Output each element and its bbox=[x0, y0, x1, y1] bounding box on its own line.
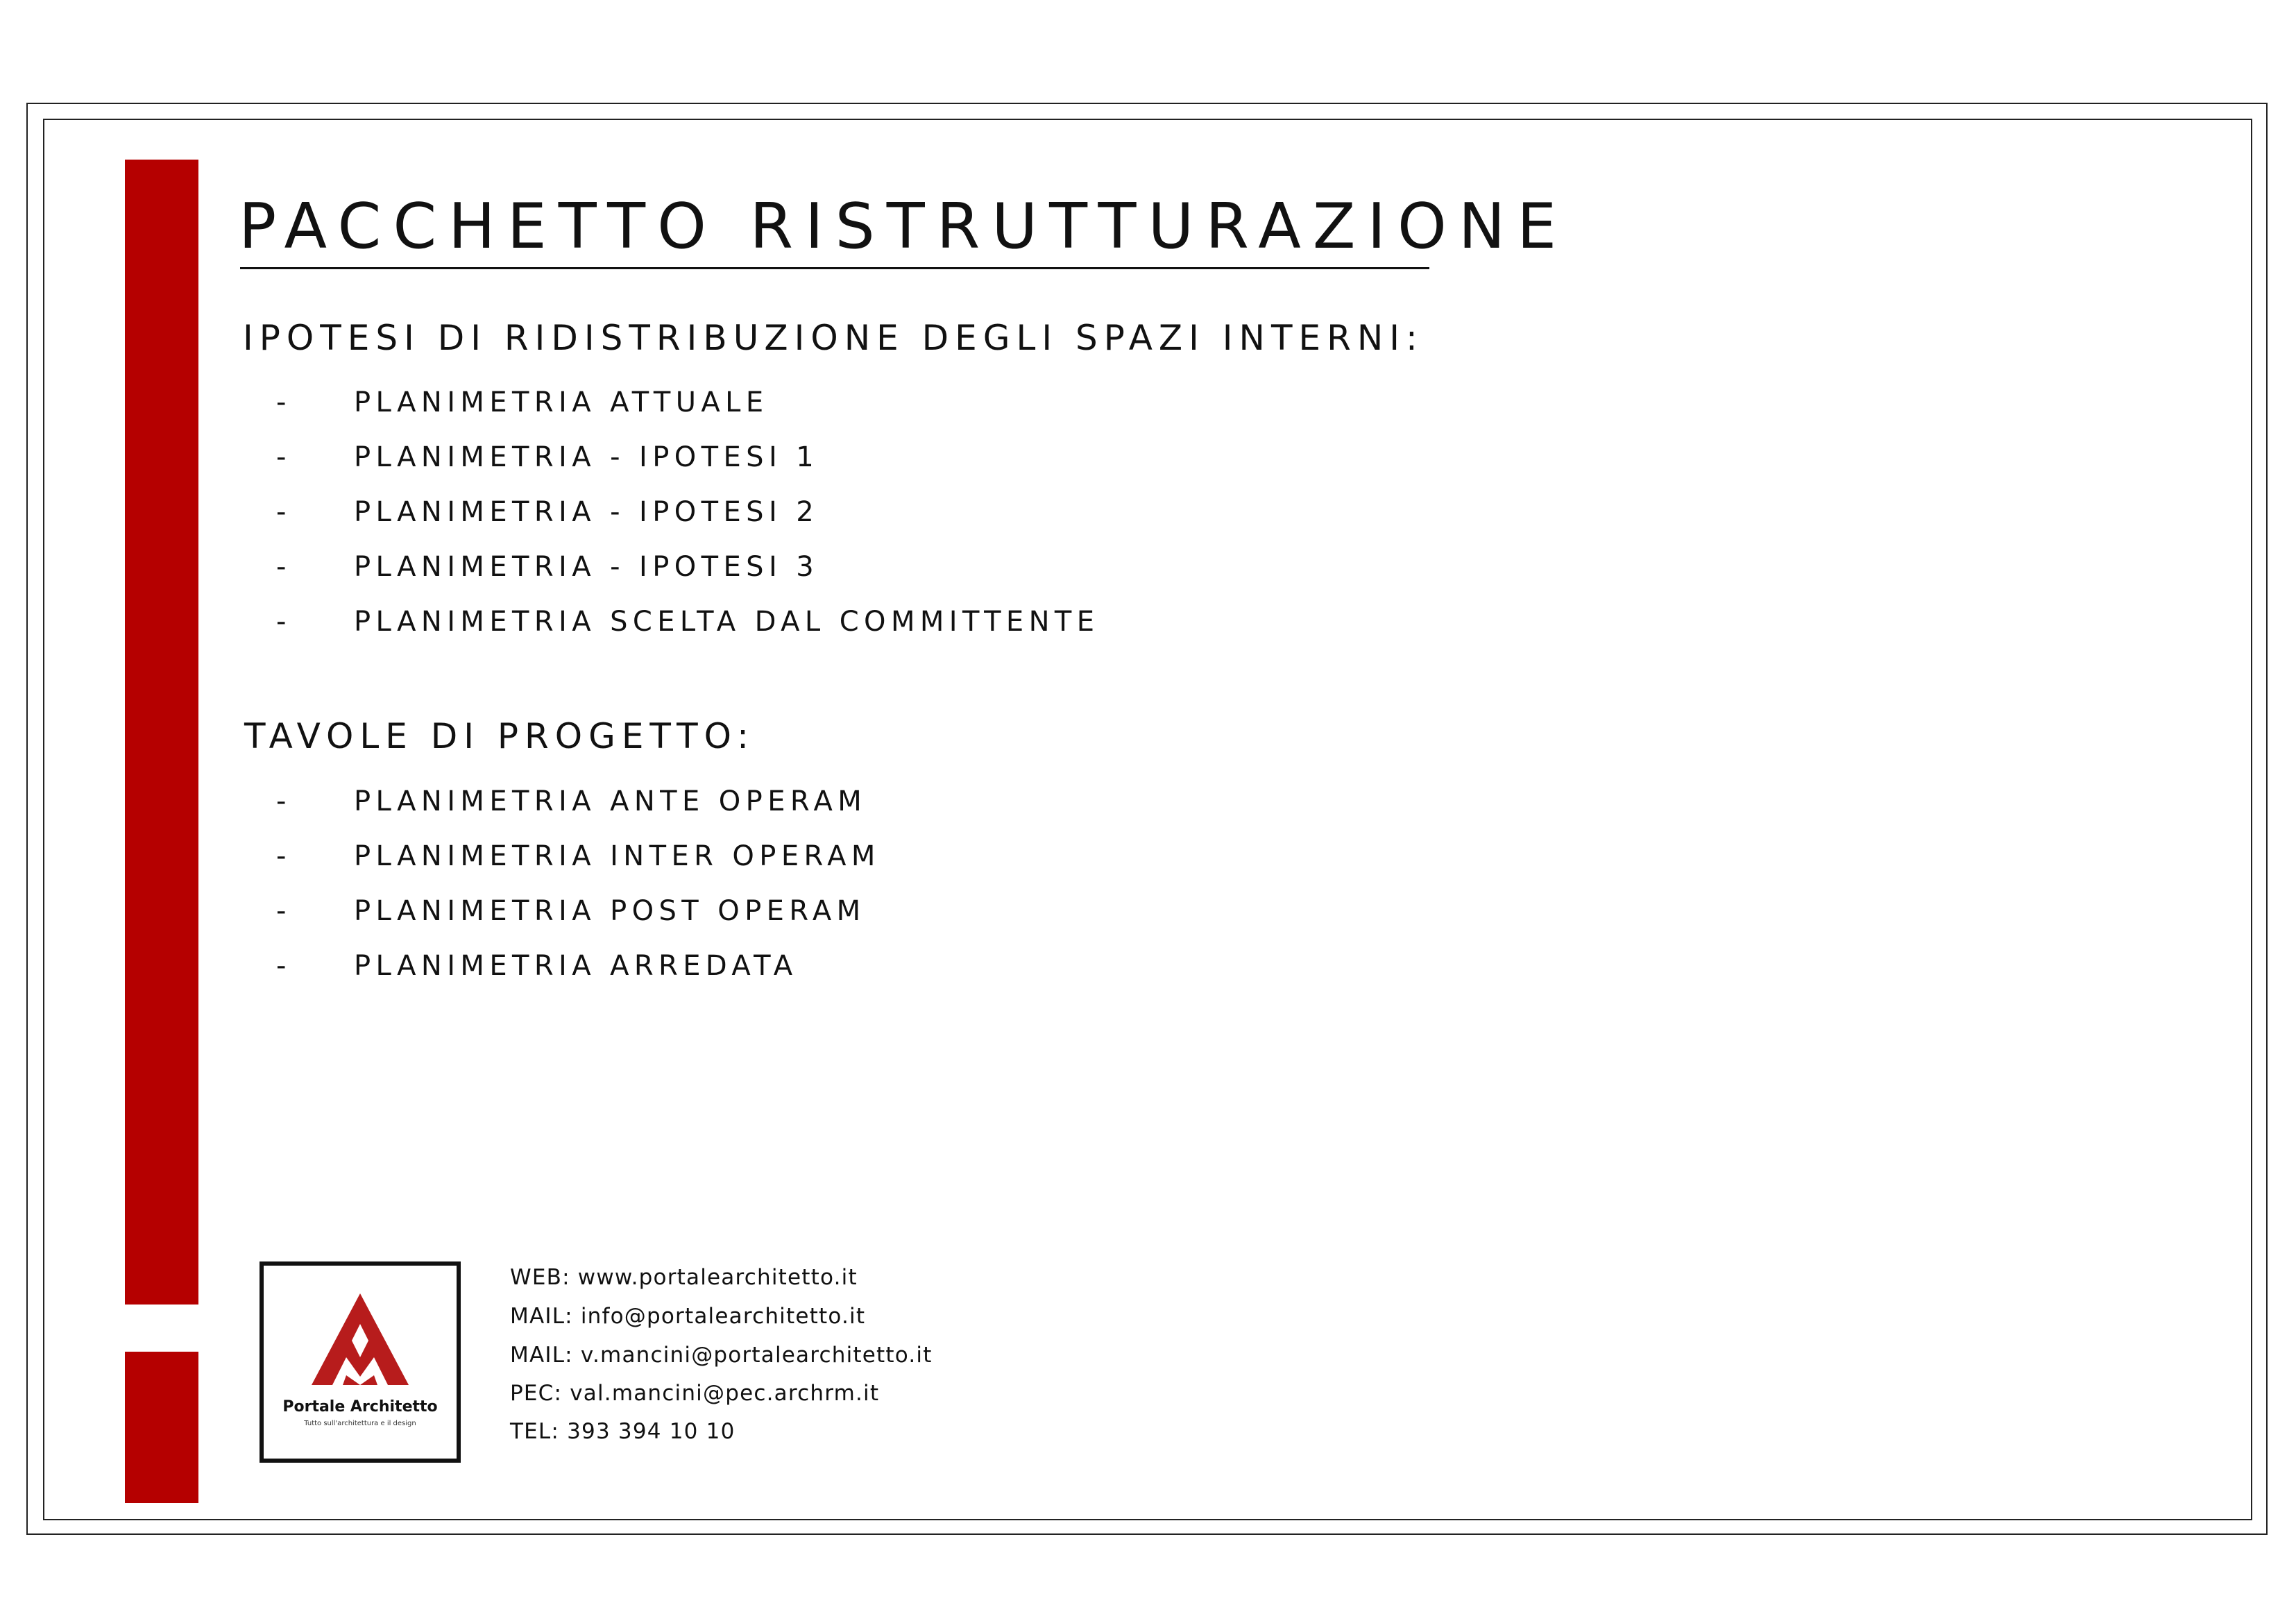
list-bullet: - bbox=[276, 386, 287, 418]
list-item-label: PLANIMETRIA - IPOTESI 3 bbox=[354, 551, 819, 583]
list-bullet: - bbox=[276, 441, 287, 473]
portale-architetto-logo bbox=[260, 1261, 461, 1463]
list-bullet: - bbox=[276, 950, 287, 982]
list-item bbox=[0, 785, 1249, 822]
list-item bbox=[0, 842, 1249, 877]
logo-tagline: Tutto sull'architettura e il design bbox=[304, 1420, 416, 1427]
logo-name: Portale Architetto bbox=[282, 1398, 438, 1416]
list-item bbox=[0, 608, 1249, 643]
contact-pec[interactable]: PEC: val.mancini@pec.archrm.it bbox=[510, 1381, 880, 1406]
list-item-label: PLANIMETRIA - IPOTESI 2 bbox=[354, 496, 819, 528]
list-item bbox=[0, 443, 1249, 478]
contact-mail-info[interactable]: MAIL: info@portalearchitetto.it bbox=[510, 1304, 866, 1329]
contact-web[interactable]: WEB: www.portalearchitetto.it bbox=[510, 1265, 858, 1290]
list-item-label: PLANIMETRIA ATTUALE bbox=[354, 386, 769, 418]
contact-mail-personal[interactable]: MAIL: v.mancini@portalearchitetto.it bbox=[510, 1343, 933, 1368]
red-accent-bar-bottom bbox=[125, 1352, 198, 1503]
list-bullet: - bbox=[276, 895, 287, 927]
list-item-label: PLANIMETRIA SCELTA DAL COMMITTENTE bbox=[354, 606, 1100, 638]
list-item-label: PLANIMETRIA POST OPERAM bbox=[354, 895, 866, 927]
list-bullet: - bbox=[276, 840, 287, 872]
section-heading-ipotesi: IPOTESI DI RIDISTRIBUZIONE DEGLI SPAZI INTERNI: bbox=[243, 318, 1424, 358]
title-underline bbox=[240, 267, 1429, 269]
list-item bbox=[0, 553, 1249, 588]
list-item-label: PLANIMETRIA - IPOTESI 1 bbox=[354, 441, 819, 473]
list-item-label: PLANIMETRIA ARREDATA bbox=[354, 950, 798, 982]
logo-mark-icon bbox=[264, 1266, 457, 1459]
section-heading-tavole: TAVOLE DI PROGETTO: bbox=[244, 716, 755, 756]
list-item bbox=[0, 952, 1249, 987]
list-bullet: - bbox=[276, 606, 287, 638]
list-bullet: - bbox=[276, 496, 287, 528]
red-accent-bar-top bbox=[125, 160, 198, 1305]
list-item bbox=[0, 498, 1249, 533]
page-title: PACCHETTO RISTRUTTURAZIONE bbox=[239, 190, 1569, 263]
contact-tel[interactable]: TEL: 393 394 10 10 bbox=[510, 1419, 735, 1444]
list-item bbox=[0, 897, 1249, 932]
list-item-label: PLANIMETRIA INTER OPERAM bbox=[354, 840, 881, 872]
list-bullet: - bbox=[276, 551, 287, 583]
list-item-label: PLANIMETRIA ANTE OPERAM bbox=[354, 785, 867, 817]
list-bullet: - bbox=[276, 785, 287, 817]
list-item bbox=[0, 386, 1249, 423]
